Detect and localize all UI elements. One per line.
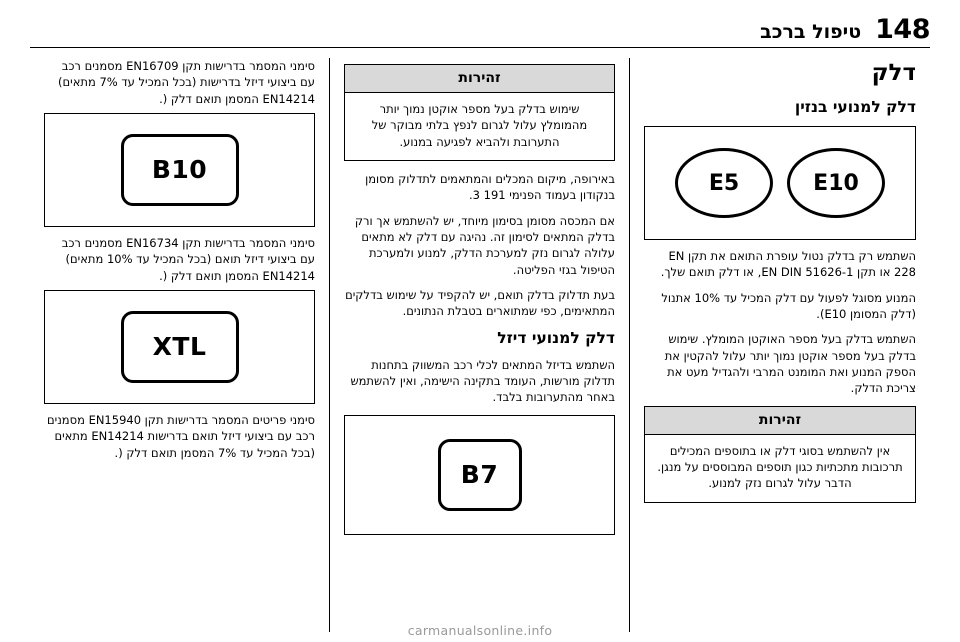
- chapter-title: טיפול ברכב: [760, 21, 862, 43]
- warning-box-title: זהירות: [645, 407, 915, 435]
- paragraph-cap-marking: אם המכסה מסומן בסימון מיוחד, יש להשתמש אך ורק בדלק המתאים לסימון זה. נהיגה עם דלק לא מתאים עלולה לגרום נזק למערכת הדלק, למנוע ולמערכת הטיפול בגזי הפליטה.: [354, 213, 615, 277]
- column-middle: [330, 58, 630, 632]
- warning-box-text: שימוש בדלק בעל מספר אוקטן נמוך יותר מהמומלץ עלול לגרום לנפץ בלתי מבוקר של התערובת ולהביא לפגיעה במנוע.: [371, 102, 588, 149]
- warning-box-additives: [644, 406, 916, 503]
- figure-fuel-xtl: [44, 290, 315, 404]
- paragraph-petrol-ethanol: המנוע מסוגל לפעול עם דלק המכיל עד 10% אתנול (דלק המסומן E10).: [661, 290, 916, 321]
- header-divider: [30, 47, 930, 48]
- paragraph-en16709: סימני המסמר בדרישות תקן EN16709 מסמנים רכב עם ביצועי דיזל בדרישות (בכל המכיל עד 7% מתאים) EN14214 המסמן תואם דלק (.: [58, 59, 315, 106]
- footer-watermark: carmanualsonline.info: [407, 623, 553, 638]
- paragraph-compatible-fuel: בעת תדלוק בדלק תואם, יש להקפיד על שימוש בדלקים המתאימים, כפי שמתוארים בטבלת הנתונים.: [345, 287, 615, 319]
- paragraph-petrol-standard: השתמש רק בדלק נטול עופרת התואם את תקן EN 228 או תקן EN DIN 51626-1, או דלק תואם שלך.: [660, 249, 916, 280]
- warning-box-text: אין להשתמש בסוגי דלק או בתוספים המכילים תרכובות מתכתיות כגון תוספים המבוססים על מנגן. הדבר עלול לגרום נזק למנוע.: [657, 443, 903, 491]
- paragraph-en16734: סימני המסמר בדרישות תקן EN16734 מסמנים רכב עם ביצועי דיזל תואם (בכל המכיל עד 10% מתאים) EN14214 המסמן תואם דלק (.: [61, 235, 315, 283]
- subsection-title-diesel-fuel: דלק למנועי דיזל: [497, 328, 615, 347]
- fuel-label-xtl: XTL: [121, 311, 239, 383]
- section-title-fuel: דלק: [871, 60, 916, 86]
- column-right: [630, 58, 930, 632]
- figure-diesel-b7: [344, 415, 615, 535]
- fuel-label-b10: B10: [121, 134, 239, 206]
- subsection-title-petrol-fuel: דלק למנועי בנזין: [794, 98, 916, 116]
- figure-petrol-labels: [644, 126, 916, 240]
- warning-box-title: זהירות: [345, 65, 614, 93]
- paragraph-en15940: סימני פריטים המסמר בדרישות תקן EN15940 מסמנים רכב עם ביצועי דיזל תואם בדרישות EN14214 מתאים (בכל המכיל עד 7% המסמן תואם דלק (.: [47, 412, 315, 460]
- column-left: [30, 58, 330, 632]
- page-header: [30, 14, 930, 54]
- figure-fuel-b10: [44, 113, 315, 227]
- fuel-label-e5: E5: [675, 148, 773, 218]
- fuel-label-e10: E10: [787, 148, 885, 218]
- page-number: 148: [875, 14, 930, 45]
- page-columns: [30, 58, 930, 632]
- paragraph-filler-location: באירופה, מיקום המכלים והמתאמים לתדלוק מסומן בנקודון בעמוד הפנימי 191 3.: [365, 171, 615, 203]
- warning-box-octane: [344, 64, 615, 161]
- paragraph-petrol-octane: השתמש בדלק בעל מספר האוקטן המומלץ. שימוש בדלק בעל מספר אוקטן נמוך יותר עלול להקטין את הספק המנוע ואת המומנט המרבי ולהגדיל מעט את צריכת הדלק.: [664, 332, 916, 396]
- paragraph-diesel-spec: השתמש בדיזל המתאים לכלי רכב המשווק בתחנות תדלוק מורשות, העומד בתקינה הישימה, ואין להשתמש באחר מהתערובות בלבד.: [350, 357, 615, 405]
- fuel-label-b7: B7: [438, 439, 522, 511]
